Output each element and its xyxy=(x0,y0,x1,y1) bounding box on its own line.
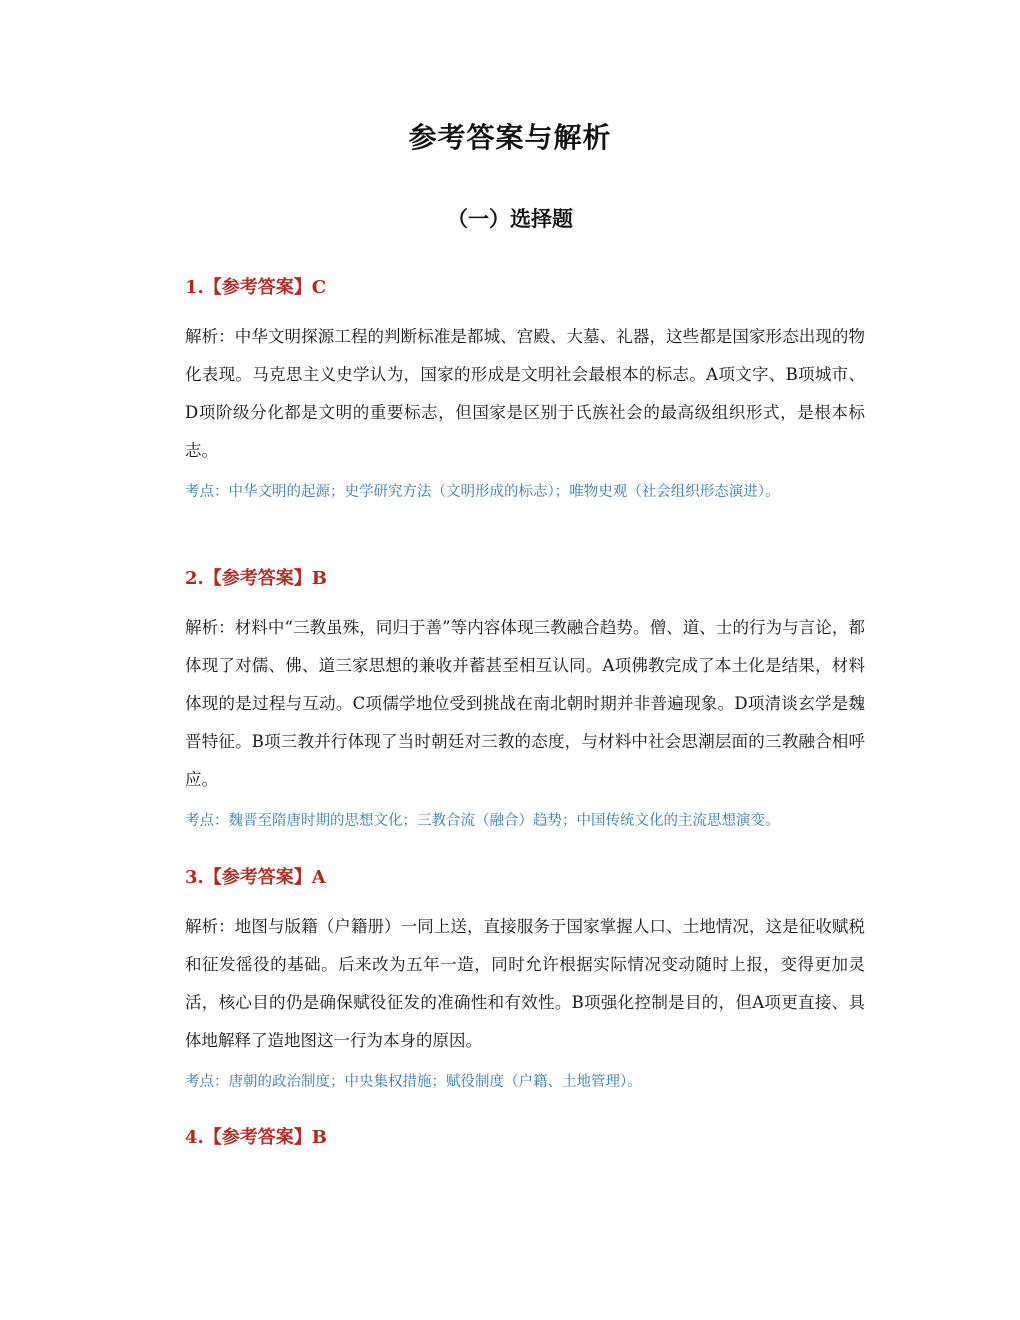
answer-letter: A xyxy=(311,867,326,888)
answer-letter: C xyxy=(311,277,327,298)
question-3-analysis: 解析：地图与版籍（户籍册）一同上送，直接服务于国家掌握人口、土地情况，这是征收赋税和征发徭役的基础。后来改为五年一造，同时允许根据实际情况变动随时上报，变得更加灵活，核心目的仍是确保赋役征发的准确性和有效性。B项强化控制是目的，但A项更直接、具体地解释了造地图这一行为本身的原因。 xyxy=(185,917,865,1050)
question-number: 1. xyxy=(185,277,204,298)
question-3-heading xyxy=(185,865,865,891)
question-3-kaodian: 考点：唐朝的政治制度；中央集权措施；赋役制度（户籍、土地管理）。 xyxy=(185,1074,642,1090)
question-1-analysis: 解析：中华文明探源工程的判断标准是都城、宫殿、大墓、礼器，这些都是国家形态出现的物化表现。马克思主义史学认为，国家的形成是文明社会最根本的标志。A项文字、B项城市、D项阶级分化都是文明的重要标志，但国家是区别于氏族社会的最高级组织形式，是根本标志。 xyxy=(185,327,865,460)
question-number: 3. xyxy=(185,867,204,888)
question-4 xyxy=(185,1125,865,1151)
answer-label: 【参考答案】 xyxy=(203,1127,312,1148)
section-title: （一）选择题 xyxy=(447,207,573,231)
answer-letter: B xyxy=(311,1127,328,1148)
answer-label: 【参考答案】 xyxy=(203,277,312,298)
document-title: 参考答案与解析 xyxy=(408,121,612,154)
question-3 xyxy=(185,865,865,1097)
question-2-kaodian: 考点：魏晋至隋唐时期的思想文化；三教合流（融合）趋势；中国传统文化的主流思想演变。 xyxy=(185,813,780,829)
question-1 xyxy=(185,275,865,507)
question-number: 2. xyxy=(185,568,204,589)
question-number: 4. xyxy=(185,1127,204,1148)
question-2-analysis: 解析：材料中“三教虽殊，同归于善”等内容体现三教融合趋势。僧、道、士的行为与言论，都体现了对儒、佛、道三家思想的兼收并蓄甚至相互认同。A项佛教完成了本土化是结果，材料体现的是过程与互动。C项儒学地位受到挑战在南北朝时期并非普遍现象。D项清谈玄学是魏晋特征。B项三教并行体现了当时朝廷对三教的态度，与材料中社会思潮层面的三教融合相呼应。 xyxy=(185,618,865,789)
question-2 xyxy=(185,566,865,836)
answer-letter: B xyxy=(311,568,328,589)
question-2-heading xyxy=(185,566,865,592)
answer-label: 【参考答案】 xyxy=(203,867,312,888)
question-1-kaodian: 考点：中华文明的起源；史学研究方法（文明形成的标志）；唯物史观（社会组织形态演进）。 xyxy=(185,484,780,500)
question-1-heading xyxy=(185,275,865,301)
question-4-heading xyxy=(185,1125,865,1151)
answer-label: 【参考答案】 xyxy=(203,568,312,589)
